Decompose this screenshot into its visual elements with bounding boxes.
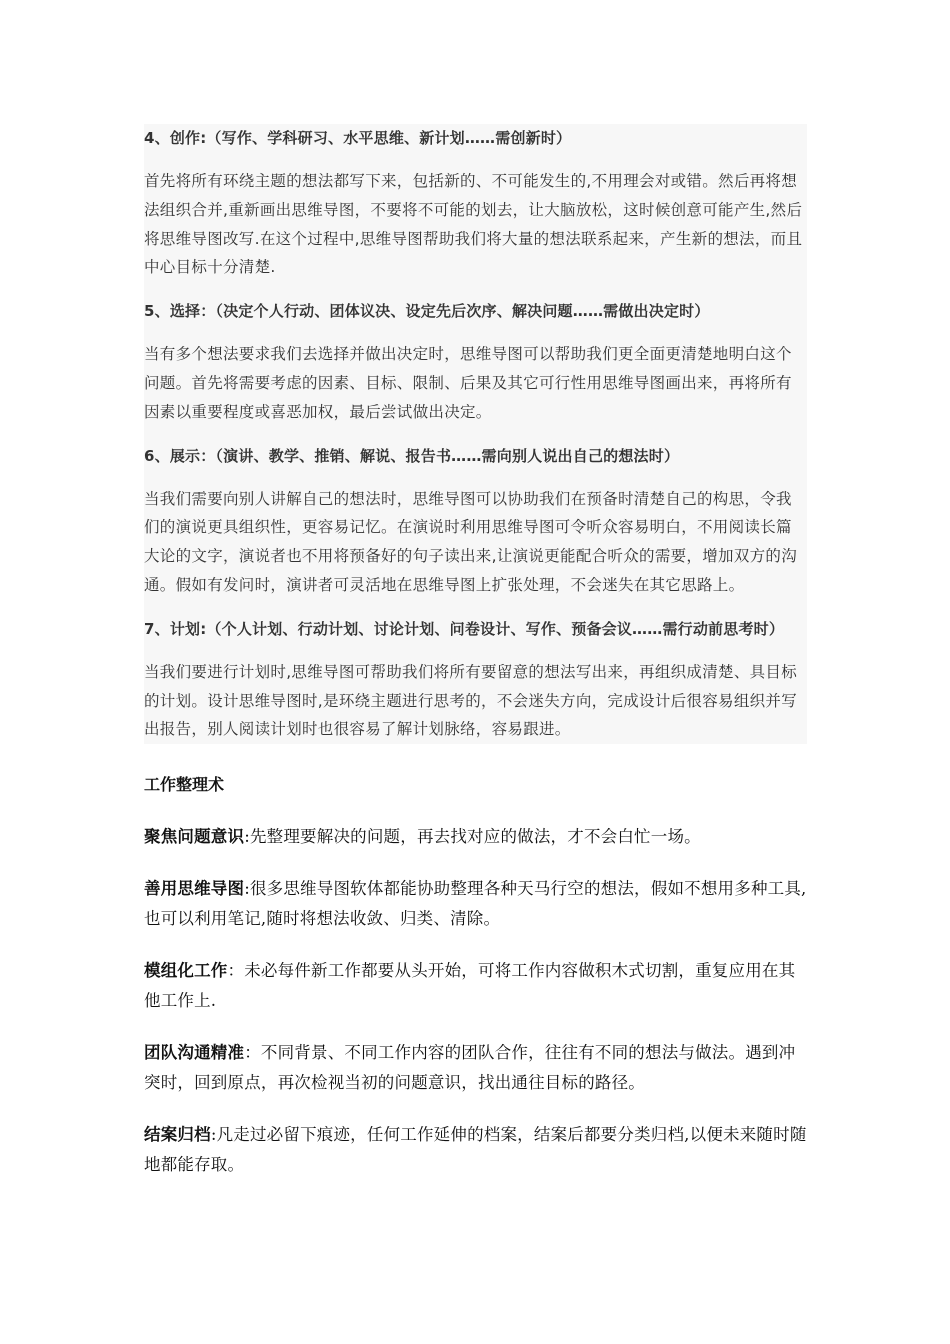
section-heading-presentation: 6、展示：（演讲、教学、推销、解说、报告书……需向别人说出自己的想法时） (144, 446, 680, 465)
section-body-presentation: 当我们需要向别人讲解自己的想法时，思维导图可以协助我们在预备时清楚自己的构思，令我们的演说更具组织性，更容易记忆。在演说时利用思维导图可令听众容易明白，不用阅读长篇大论的文字，演说者也不用将预备好的句子读出来,让演说更能配合听众的需要，增加双方的沟通。假如有发问时，演讲者可灵活地在思维导图上扩张处理，不会迷失在其它思路上。 (144, 489, 798, 594)
tip-text: :先整理要解决的问题，再去找对应的做法，才不会白忙一场。 (244, 827, 701, 847)
mind-map-uses-block (144, 124, 807, 744)
section-body-creation: 首先将所有环绕主题的想法都写下来，包括新的、不可能发生的,不用理会对或错。然后再将想法组织合并,重新画出思维导图，不要将不可能的划去，让大脑放松，这时候创意可能产生,然后将思维导图改写.在这个过程中,思维导图帮助我们将大量的想法联系起来，产生新的想法，而且中心目标十分清楚. (144, 172, 803, 277)
document-page (144, 124, 807, 1202)
tip-text: :凡走过必留下痕迹，任何工作延伸的档案，结案后都要分类归档,以便未来随时随地都能存取。 (144, 1125, 807, 1175)
tip-text: ：不同背景、不同工作内容的团队合作，往往有不同的想法与做法。遇到冲突时，回到原点，再次检视当初的问题意识，找出通往目标的路径。 (144, 1043, 796, 1093)
tip-label: 团队沟通精准 (144, 1043, 245, 1063)
section-heading-planning: 7、计划:（个人计划、行动计划、讨论计划、问卷设计、写作、预备会议……需行动前思考时） (144, 619, 785, 638)
section-heading-creation: 4、创作:（写作、学科研习、水平思维、新计划……需创新时） (144, 129, 572, 147)
tip-archive (144, 1120, 807, 1180)
tip-label: 结案归档 (144, 1125, 211, 1145)
tip-label: 聚焦问题意识 (144, 827, 245, 847)
tips-title: 工作整理术 (144, 775, 225, 795)
section-heading-choice: 5、选择：（决定个人行动、团体议决、设定先后次序、解决问题……需做出决定时） (144, 302, 710, 321)
work-organization-tips (144, 770, 807, 1180)
tip-label: 模组化工作 (144, 961, 228, 981)
section-body-choice: 当有多个想法要求我们去选择并做出决定时，思维导图可以帮助我们更全面更清楚地明白这个问题。首先将需要考虑的因素、目标、限制、后果及其它可行性用思维导图画出来，再将所有因素以重要程度或喜恶加权，最后尝试做出决定。 (144, 345, 792, 421)
tip-label: 善用思维导图 (144, 879, 245, 899)
tip-focus-problem (144, 822, 807, 852)
tip-mind-map (144, 874, 807, 934)
tip-modular-work (144, 956, 807, 1016)
section-body-planning: 当我们要进行计划时,思维导图可帮助我们将所有要留意的想法写出来，再组织成清楚、具目标的计划。设计思维导图时,是环绕主题进行思考的，不会迷失方向，完成设计后很容易组织并写出报告，别人阅读计划时也很容易了解计划脉络，容易跟进。 (144, 662, 798, 739)
tip-text: ：未必每件新工作都要从头开始，可将工作内容做积木式切割，重复应用在其他工作上. (144, 961, 796, 1011)
tip-text: :很多思维导图软体都能协助整理各种天马行空的想法，假如不想用多种工具,也可以利用笔记,随时将想法收敛、归类、清除。 (144, 879, 807, 929)
tip-team-communication (144, 1038, 807, 1098)
